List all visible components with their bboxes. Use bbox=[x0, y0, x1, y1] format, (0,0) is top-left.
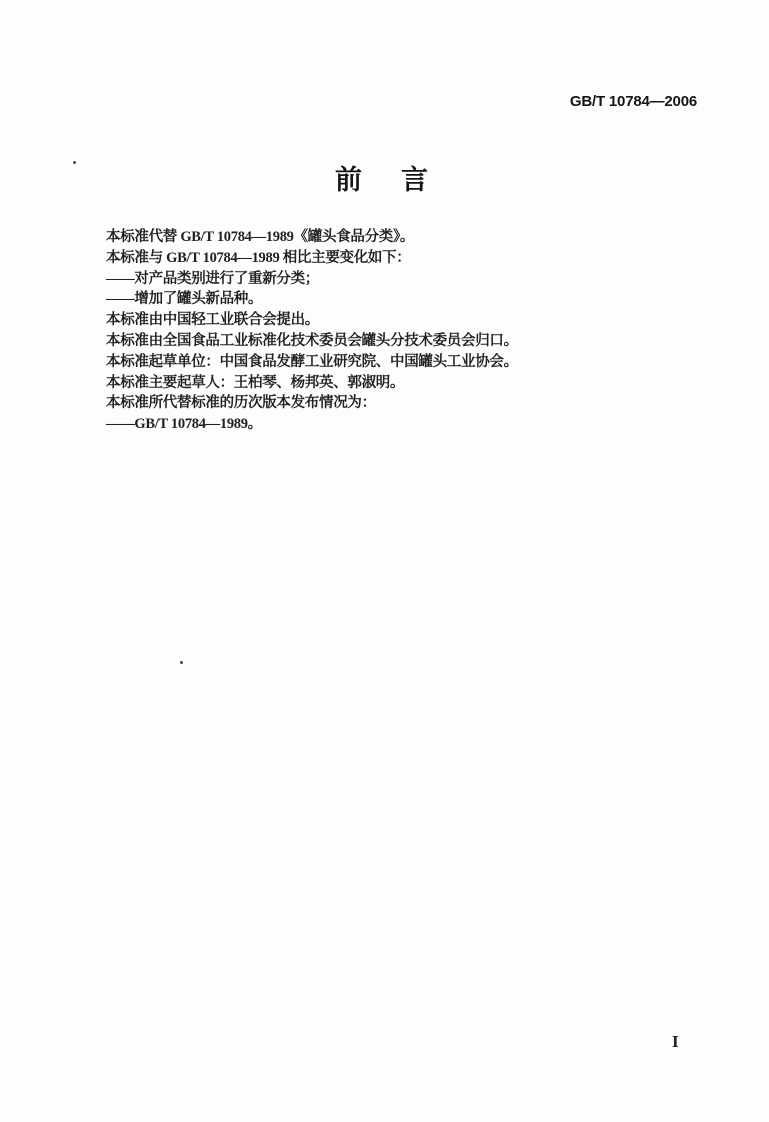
scan-speck bbox=[180, 661, 183, 664]
scan-speck bbox=[73, 161, 76, 164]
foreword-line: 本标准由中国轻工业联合会提出。 bbox=[106, 312, 319, 329]
foreword-line: 本标准主要起草人：王柏琴、杨邦英、郭淑明。 bbox=[106, 374, 405, 391]
page-title: 前 言 bbox=[335, 165, 434, 195]
foreword-line: ——增加了罐头新品种。 bbox=[106, 291, 263, 308]
foreword-line: 本标准代替 GB/T 10784—1989《罐头食品分类》。 bbox=[106, 229, 415, 245]
standard-code: GB/T 10784—2006 bbox=[569, 93, 697, 110]
foreword-line: 本标准起草单位：中国食品发酵工业研究院、中国罐头工业协会。 bbox=[106, 353, 518, 370]
foreword-body bbox=[106, 227, 729, 435]
page-number: I bbox=[672, 1032, 679, 1051]
foreword-line: ——GB/T 10784—1989。 bbox=[106, 416, 262, 433]
foreword-line: ——对产品类别进行了重新分类； bbox=[106, 270, 319, 287]
foreword-line: 本标准所代替标准的历次版本发布情况为： bbox=[106, 395, 376, 412]
foreword-line: 本标准由全国食品工业标准化技术委员会罐头分技术委员会归口。 bbox=[106, 332, 518, 349]
foreword-line: 本标准与 GB/T 10784—1989 相比主要变化如下： bbox=[106, 249, 411, 266]
